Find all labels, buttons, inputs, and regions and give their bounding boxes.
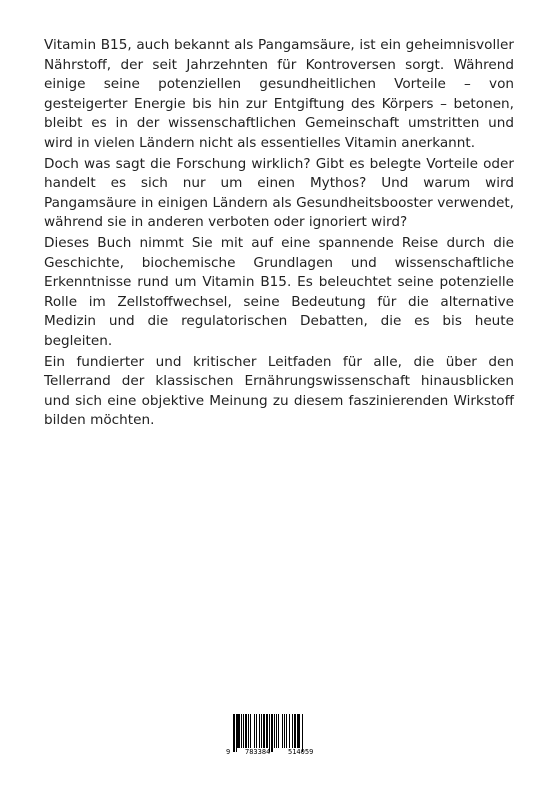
back-cover-text bbox=[44, 36, 514, 432]
isbn-barcode bbox=[226, 714, 332, 758]
paragraph-closing: Ein fundierter und kritischer Leitfaden für alle, die über den Tellerrand der klassischen Ernährungswissenschaft hinausblicken und sich eine objektive Meinung zu diesem faszinierenden Wirkstoff bilden möchten. bbox=[44, 353, 514, 429]
barcode-space bbox=[303, 714, 304, 752]
paragraph-book-summary: Dieses Buch nimmt Sie mit auf eine spannende Reise durch die Geschichte, biochemische Grundlagen und wissenschaftliche Erkenntnisse rund um Vitamin B15. Es beleuchtet seine potenzielle Rolle im Zellstoffwechsel, seine Bedeutung für die alternative Medizin und die regulatorischen Debatten, die es bis heute begleiten. bbox=[44, 234, 514, 349]
barcode-bars bbox=[233, 714, 329, 748]
barcode-digits-left: 783384 bbox=[245, 748, 271, 756]
paragraph-intro: Vitamin B15, auch bekannt als Pangamsäure, ist ein geheimnisvoller Nährstoff, der seit Jahrzehnten für Kontroversen sorgt. Während einige seine potenziellen gesundheitlichen Vorteile – von gesteigerter Energie bis hin zur Entgiftung des Körpers – betonen, bleibt es in der wissenschaftlichen Gemeinschaft umstritten und wird in vielen Ländern nicht als essentielles Vitamin anerkannt. bbox=[44, 37, 514, 151]
barcode-first-digit: 9 bbox=[226, 748, 231, 756]
barcode-digits-right: 514059 bbox=[288, 748, 314, 756]
paragraph-questions: Doch was sagt die Forschung wirklich? Gibt es belegte Vorteile oder handelt es sich nur um einen Mythos? Und warum wird Pangamsäure in einigen Ländern als Gesundheitsbooster verwendet, während sie in anderen verboten oder ignoriert wird? bbox=[44, 155, 514, 231]
